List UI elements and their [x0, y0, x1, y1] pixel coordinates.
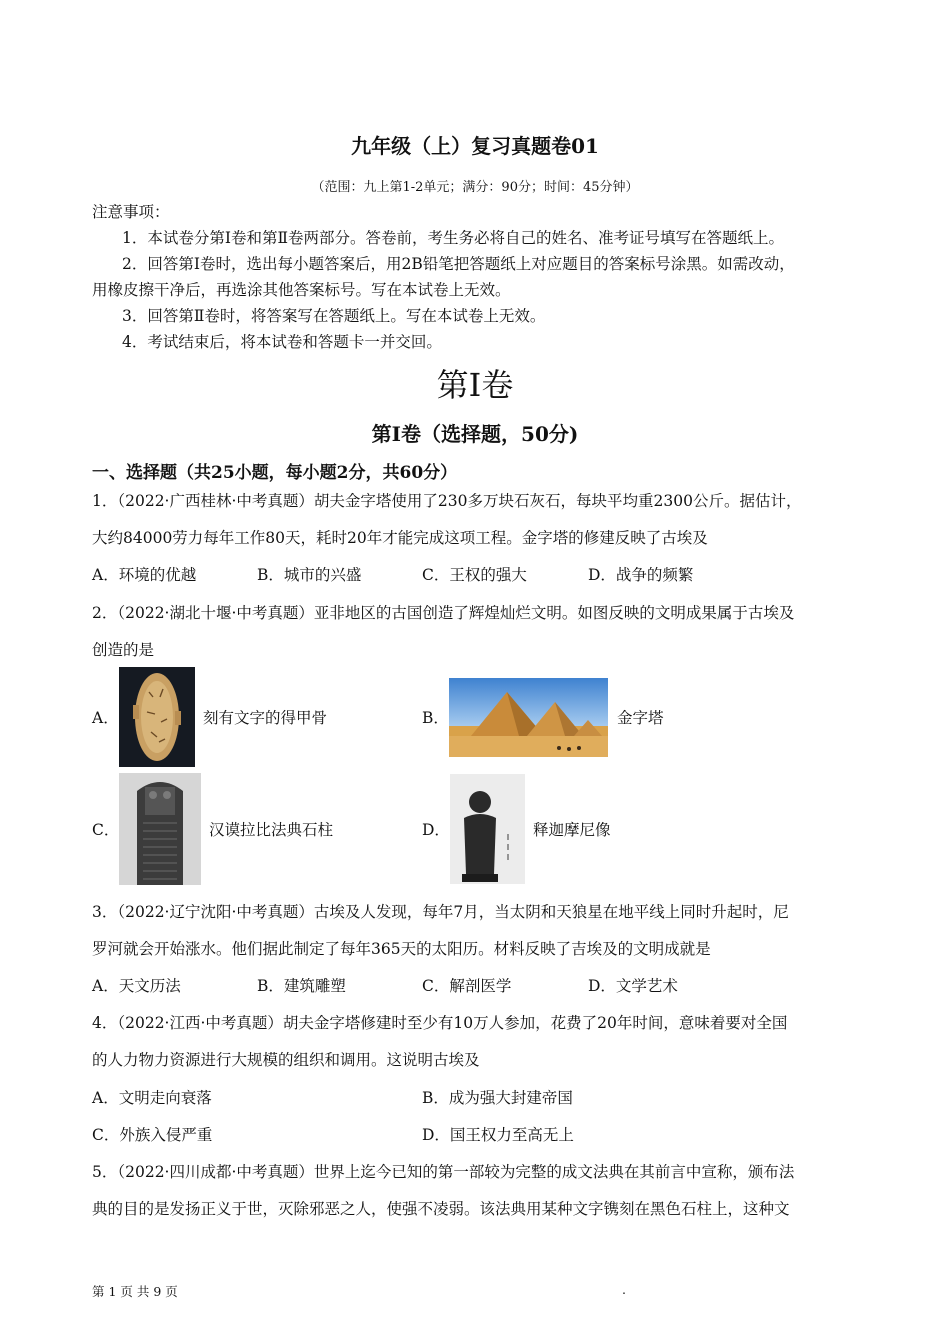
question-4-option-d: D．国王权力至高无上 — [422, 1126, 574, 1144]
question-5-line: 典的目的是发扬正义于世，灭除邪恶之人，使强不凌弱。该法典用某种文字镌刻在黑色石柱上，这种文 — [92, 1200, 790, 1218]
footer-dot: . — [622, 1282, 626, 1297]
question-3-option-b: B．建筑雕塑 — [257, 977, 346, 995]
page-number: 第 1 页 共 9 页 — [92, 1284, 178, 1299]
question-1-option-a: A．环境的优越 — [92, 566, 197, 584]
volume-heading: 第Ⅰ卷 — [436, 366, 514, 404]
question-3-option-a: A．天文历法 — [92, 977, 181, 995]
question-3-line: 3．（2022·辽宁沈阳·中考真题）古埃及人发现，每年7月，当太阴和天狼星在地平线上同时升起时，尼 — [92, 903, 789, 921]
question-1-line: 1．（2022·广西桂林·中考真题）胡夫金字塔使用了230多万块石灰石，每块平均重2300公斤。据估计， — [92, 492, 802, 510]
question-2-line: 2．（2022·湖北十堰·中考真题）亚非地区的古国创造了辉煌灿烂文明。如图反映的文明成果属于古埃及 — [92, 604, 795, 622]
note-item: 用橡皮擦干净后，再选涂其他答案标号。写在本试卷上无效。 — [92, 281, 511, 299]
question-4-option-a: A．文明走向衰落 — [92, 1089, 212, 1107]
volume-subheading: 第I卷（选择题，50分) — [371, 422, 579, 446]
note-item: 4．考试结束后，将本试卷和答题卡一并交回。 — [122, 333, 442, 351]
page-title: 九年级（上）复习真题卷01 — [351, 134, 599, 158]
buddha-statue-image — [450, 774, 525, 884]
question-2-option-c-caption: 汉谟拉比法典石柱 — [209, 821, 334, 839]
question-2-option-d-letter: D． — [422, 821, 450, 839]
question-2-option-b-caption: 金字塔 — [617, 709, 664, 727]
question-2-option-c-letter: C． — [92, 821, 120, 839]
note-item: 2．回答第Ⅰ卷时，选出每小题答案后，用2B铅笔把答题纸上对应题目的答案标号涂黑。如需改动， — [122, 255, 795, 273]
pyramids-image — [449, 678, 608, 757]
stele-image — [119, 773, 201, 885]
note-item: 1．本试卷分第Ⅰ卷和第Ⅱ卷两部分。答卷前，考生务必将自己的姓名、准考证号填写在答题纸上。 — [122, 229, 785, 247]
question-2-option-b-letter: B． — [422, 709, 449, 727]
notes-heading: 注意事项： — [92, 203, 170, 221]
question-4-line: 4．（2022·江西·中考真题）胡夫金字塔修建时至少有10万人参加，花费了20年时间，意味着要对全国 — [92, 1014, 788, 1032]
oracle-bone-image — [119, 667, 195, 767]
question-1-option-d: D．战争的频繁 — [588, 566, 694, 584]
exam-scope: （范围：九上第1-2单元；满分：90分；时间：45分钟） — [311, 180, 639, 195]
note-item: 3．回答第Ⅱ卷时，将答案写在答题纸上。写在本试卷上无效。 — [122, 307, 546, 325]
question-4-option-b: B．成为强大封建帝国 — [422, 1089, 573, 1107]
question-2-option-d-caption: 释迦摩尼像 — [533, 821, 611, 839]
question-2-line: 创造的是 — [92, 641, 155, 659]
question-1-option-c: C．王权的强大 — [422, 566, 527, 584]
question-1-option-b: B．城市的兴盛 — [257, 566, 362, 584]
question-3-option-c: C．解剖医学 — [422, 977, 512, 995]
question-5-line: 5．（2022·四川成都·中考真题）世界上迄今已知的第一部较为完整的成文法典在其前言中宣称，颁布法 — [92, 1163, 795, 1181]
question-4-line: 的人力物力资源进行大规模的组织和调用。这说明古埃及 — [92, 1051, 480, 1069]
question-2-option-a-letter: A． — [92, 709, 119, 727]
question-4-option-c: C．外族入侵严重 — [92, 1126, 213, 1144]
question-1-line: 大约84000劳力每年工作80天，耗时20年才能完成这项工程。金字塔的修建反映了古埃及 — [92, 529, 708, 547]
section-title: 一、选择题（共25小题，每小题2分，共60分） — [92, 463, 458, 483]
question-3-option-d: D．文学艺术 — [588, 977, 678, 995]
question-3-line: 罗河就会开始涨水。他们据此制定了每年365天的太阳历。材料反映了吉埃及的文明成就是 — [92, 940, 711, 958]
question-2-option-a-caption: 刻有文字的得甲骨 — [203, 709, 328, 727]
